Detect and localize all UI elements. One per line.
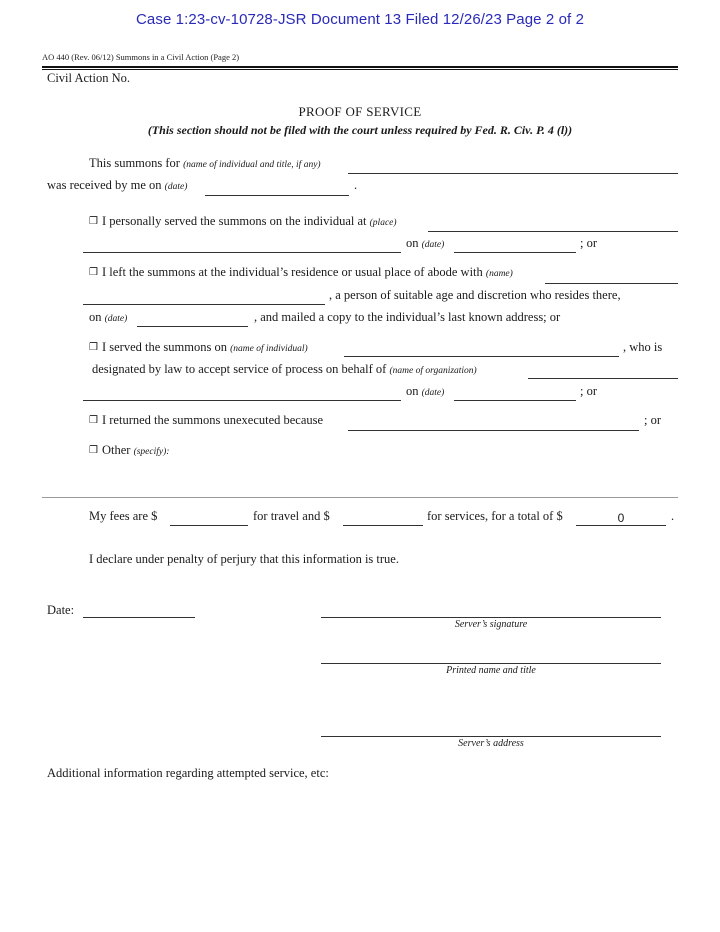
returned-unexecuted-checkbox[interactable]: ❒ bbox=[89, 415, 98, 426]
page-title: PROOF OF SERVICE bbox=[298, 104, 422, 119]
date-label: Date: bbox=[47, 603, 75, 617]
option2-date-field[interactable] bbox=[137, 326, 248, 327]
additional-info-label: Additional information regarding attempted service, etc: bbox=[47, 766, 329, 780]
option4-or: ; or bbox=[644, 413, 662, 427]
personally-served-label: I personally served the summons on the individual at bbox=[101, 214, 367, 228]
civil-action-label: Civil Action No. bbox=[47, 71, 130, 85]
returned-unexecuted-label: I returned the summons unexecuted because bbox=[101, 413, 324, 427]
option3-date-field[interactable] bbox=[454, 400, 576, 401]
received-period: . bbox=[354, 178, 358, 192]
header-rule-thin bbox=[42, 69, 678, 70]
option1-on-label: on bbox=[406, 236, 419, 250]
option2-date-hint: (date) bbox=[104, 314, 128, 324]
option2-on bbox=[89, 310, 127, 325]
signature-caption: Server’s signature bbox=[454, 619, 528, 630]
organization-field-continued[interactable] bbox=[83, 400, 401, 401]
fees-divider bbox=[42, 497, 678, 498]
other-label: Other bbox=[101, 443, 131, 457]
received-name-field[interactable] bbox=[348, 173, 678, 174]
option3-on bbox=[406, 384, 444, 399]
option2-name-hint: (name) bbox=[485, 269, 513, 279]
fees-travel-field[interactable] bbox=[170, 525, 248, 526]
organization-hint: (name of organization) bbox=[389, 366, 477, 376]
received-name-hint: (name of individual and title, if any) bbox=[183, 160, 321, 170]
option2-name-field[interactable] bbox=[545, 283, 678, 284]
option-served-designated bbox=[89, 340, 308, 355]
signature-field[interactable] bbox=[321, 617, 661, 618]
unexecuted-reason-field[interactable] bbox=[348, 430, 639, 431]
received-date-field[interactable] bbox=[205, 195, 349, 196]
option1-date-hint: (date) bbox=[421, 240, 445, 250]
received-lead: This summons for bbox=[89, 156, 180, 170]
printed-name-caption: Printed name and title bbox=[446, 665, 536, 676]
served-designated-checkbox[interactable]: ❒ bbox=[89, 342, 98, 353]
option2-on-label: on bbox=[89, 310, 102, 324]
header-rule-thick bbox=[42, 66, 678, 68]
date-field[interactable] bbox=[83, 617, 195, 618]
organization-field[interactable] bbox=[528, 378, 678, 379]
option3-line-2 bbox=[92, 362, 477, 377]
received-line-2 bbox=[47, 178, 187, 193]
option-left-at-residence bbox=[89, 265, 513, 280]
option-personally-served bbox=[89, 214, 397, 229]
form-identifier: AO 440 (Rev. 06/12) Summons in a Civil Action (Page 2) bbox=[42, 52, 240, 62]
declaration-text: I declare under penalty of perjury that this information is true. bbox=[89, 552, 399, 566]
printed-name-field[interactable] bbox=[321, 663, 661, 664]
place-hint: (place) bbox=[369, 218, 397, 228]
left-at-residence-label: I left the summons at the individual’s residence or usual place of abode with bbox=[101, 265, 483, 279]
individual-hint: (name of individual) bbox=[230, 344, 308, 354]
fees-period: . bbox=[671, 509, 675, 523]
option1-on bbox=[406, 236, 444, 251]
left-at-residence-checkbox[interactable]: ❒ bbox=[89, 267, 98, 278]
specify-hint: (specify): bbox=[133, 447, 170, 457]
other-checkbox[interactable]: ❒ bbox=[89, 445, 98, 456]
served-place-field-continued[interactable] bbox=[83, 252, 401, 253]
option3-or: ; or bbox=[580, 384, 598, 398]
page-subtitle: (This section should not be filed with the court unless required by Fed. R. Civ. P. 4 (l)) bbox=[147, 123, 573, 137]
designated-individual-field[interactable] bbox=[344, 356, 619, 357]
designated-by-law-label: designated by law to accept service of process on behalf of bbox=[92, 362, 387, 376]
fees-services-field[interactable] bbox=[343, 525, 423, 526]
option1-or: ; or bbox=[580, 236, 598, 250]
fees-travel-label: for travel and $ bbox=[253, 509, 330, 523]
option3-date-hint: (date) bbox=[421, 388, 445, 398]
option1-date-field[interactable] bbox=[454, 252, 576, 253]
fees-services-label: for services, for a total of $ bbox=[427, 509, 563, 523]
received-line-1 bbox=[89, 156, 321, 171]
server-address-field[interactable] bbox=[321, 736, 661, 737]
received-date-hint: (date) bbox=[164, 182, 188, 192]
option2-line-2: , a person of suitable age and discretion who resides there, bbox=[329, 288, 621, 302]
personally-served-checkbox[interactable]: ❒ bbox=[89, 216, 98, 227]
case-header-stamp: Case 1:23-cv-10728-JSR Document 13 Filed 12/26/23 Page 2 of 2 bbox=[135, 11, 585, 28]
option3-on-label: on bbox=[406, 384, 419, 398]
served-place-field[interactable] bbox=[428, 231, 678, 232]
option2-name-field-continued[interactable] bbox=[83, 304, 325, 305]
server-address-caption: Server’s address bbox=[458, 738, 524, 749]
received-by-label: was received by me on bbox=[47, 178, 162, 192]
served-designated-label: I served the summons on bbox=[101, 340, 227, 354]
fees-lead: My fees are $ bbox=[89, 509, 158, 523]
fees-total-field[interactable] bbox=[576, 525, 666, 526]
option-returned-unexecuted bbox=[89, 413, 323, 428]
option-other bbox=[89, 443, 169, 458]
option3-who-is: , who is bbox=[623, 340, 663, 354]
option2-line-3: , and mailed a copy to the individual’s last known address; or bbox=[254, 310, 561, 324]
fees-total-value[interactable]: 0 bbox=[617, 511, 625, 525]
